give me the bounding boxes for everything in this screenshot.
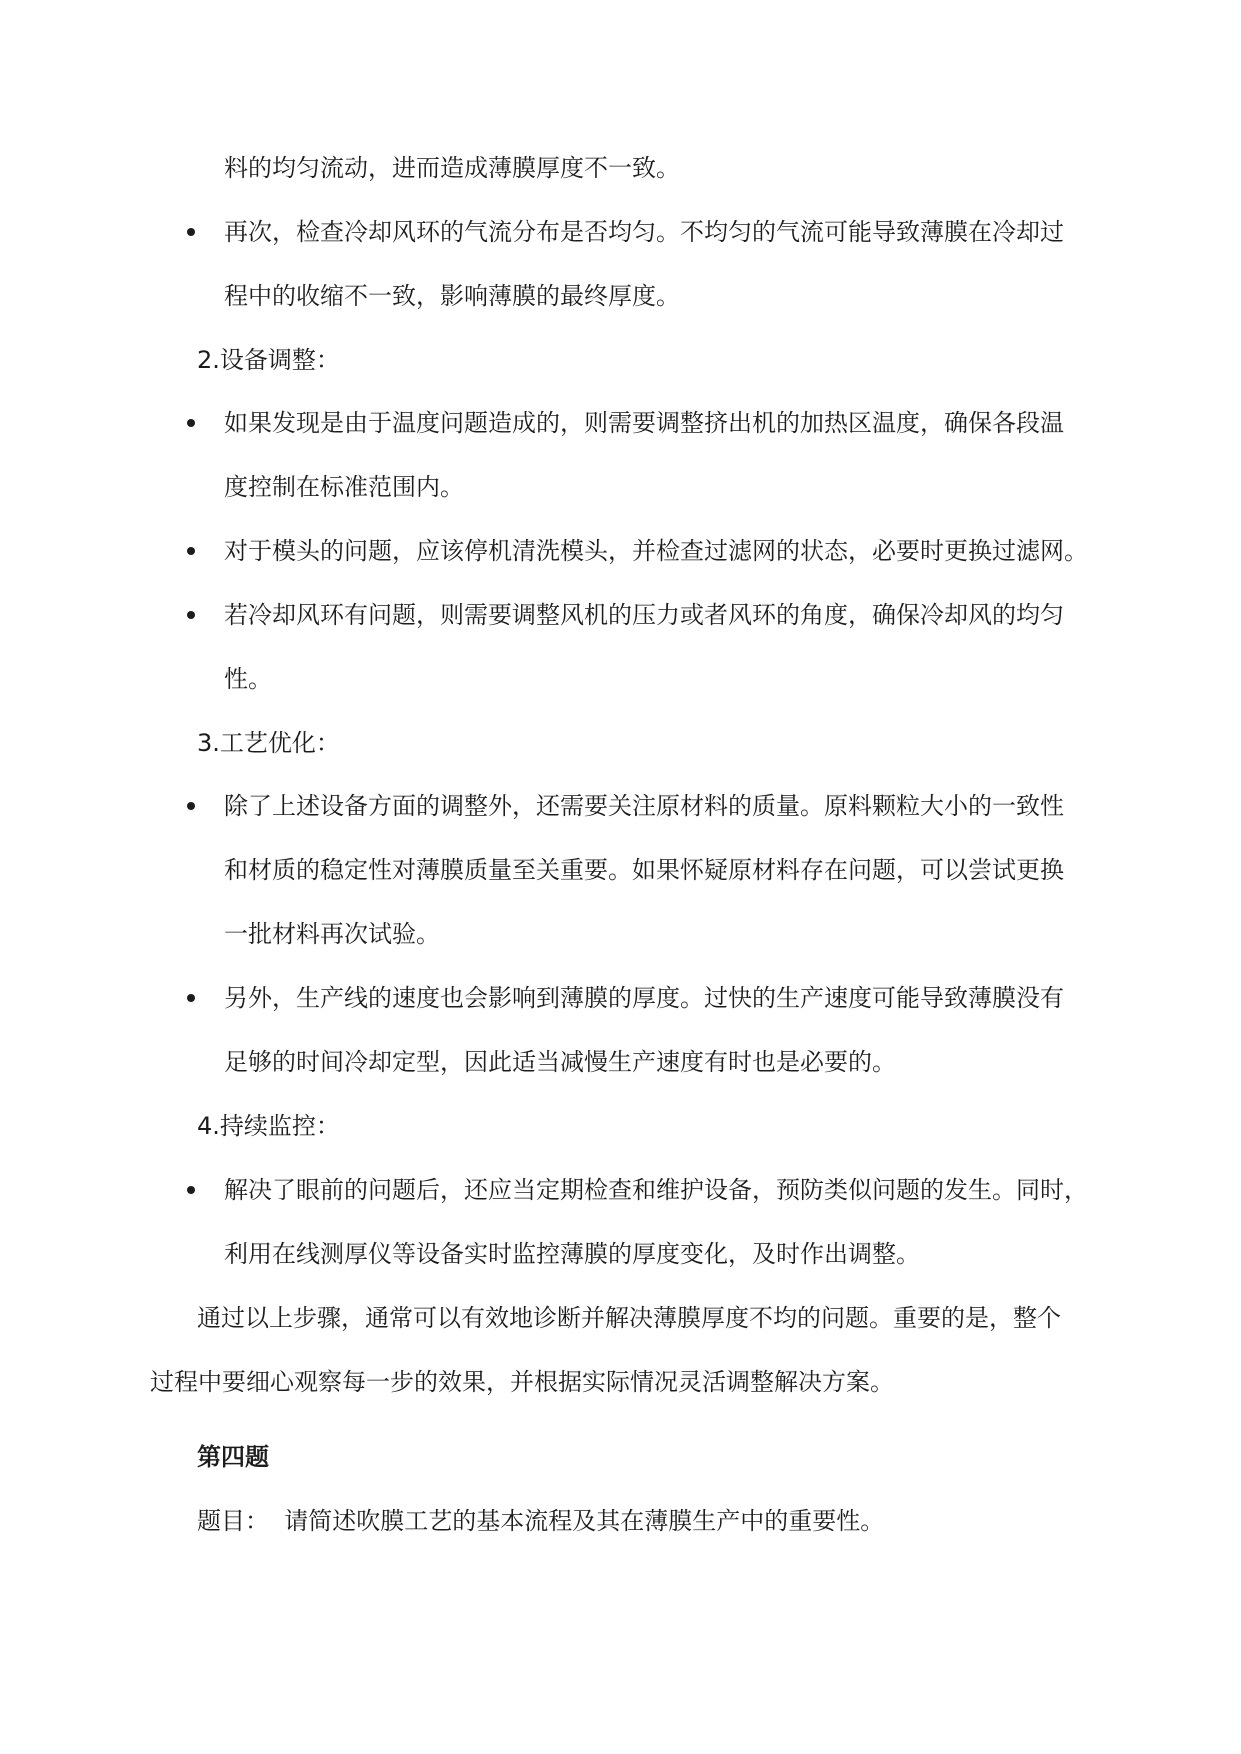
bullet-text-line: 足够的时间冷却定型，因此适当减慢生产速度有时也是必要的。 xyxy=(224,1048,896,1076)
bullet-text-line: 解决了眼前的问题后，还应当定期检查和维护设备，预防类似问题的发生。同时， xyxy=(224,1176,1088,1204)
bullet-dot xyxy=(187,994,195,1002)
bullet-text-line: 除了上述设备方面的调整外，还需要关注原材料的质量。原料颗粒大小的一致性 xyxy=(224,792,1064,820)
question-heading: 第四题 xyxy=(197,1442,269,1471)
conclusion-line: 通过以上步骤，通常可以有效地诊断并解决薄膜厚度不均的问题。重要的是，整个 xyxy=(197,1304,1061,1332)
bullet-dot xyxy=(187,419,195,427)
bullet-text-line: 度控制在标准范围内。 xyxy=(224,473,464,501)
section-title-process-optimization: 3.工艺优化： xyxy=(197,729,340,757)
bullet-text-line: 如果发现是由于温度问题造成的，则需要调整挤出机的加热区温度，确保各段温 xyxy=(224,409,1064,437)
bullet-text-line: 性。 xyxy=(224,665,272,693)
bullet-text-line: 对于模头的问题，应该停机清洗模头，并检查过滤网的状态，必要时更换过滤网。 xyxy=(224,537,1088,565)
bullet-text-line: 若冷却风环有问题，则需要调整风机的压力或者风环的角度，确保冷却风的均匀 xyxy=(224,601,1064,629)
bullet-dot xyxy=(187,1186,195,1194)
bullet-text-line: 另外，生产线的速度也会影响到薄膜的厚度。过快的生产速度可能导致薄膜没有 xyxy=(224,984,1064,1012)
bullet-dot xyxy=(187,611,195,619)
continuation-line: 料的均匀流动，进而造成薄膜厚度不一致。 xyxy=(224,154,680,182)
section-title-equipment-adjustment: 2.设备调整： xyxy=(197,346,340,374)
question-prompt: 题目： 请简述吹膜工艺的基本流程及其在薄膜生产中的重要性。 xyxy=(197,1507,885,1535)
bullet-dot xyxy=(187,228,195,236)
bullet-text-line: 再次，检查冷却风环的气流分布是否均匀。不均匀的气流可能导致薄膜在冷却过 xyxy=(224,218,1064,246)
bullet-dot xyxy=(187,802,195,810)
conclusion-line: 过程中要细心观察每一步的效果，并根据实际情况灵活调整解决方案。 xyxy=(150,1368,894,1396)
bullet-text-line: 利用在线测厚仪等设备实时监控薄膜的厚度变化，及时作出调整。 xyxy=(224,1240,920,1268)
bullet-text-line: 一批材料再次试验。 xyxy=(224,920,440,948)
bullet-dot xyxy=(187,547,195,555)
bullet-text-line: 程中的收缩不一致，影响薄膜的最终厚度。 xyxy=(224,282,680,310)
bullet-text-line: 和材质的稳定性对薄膜质量至关重要。如果怀疑原材料存在问题，可以尝试更换 xyxy=(224,856,1064,884)
section-title-continuous-monitoring: 4.持续监控： xyxy=(197,1112,340,1140)
